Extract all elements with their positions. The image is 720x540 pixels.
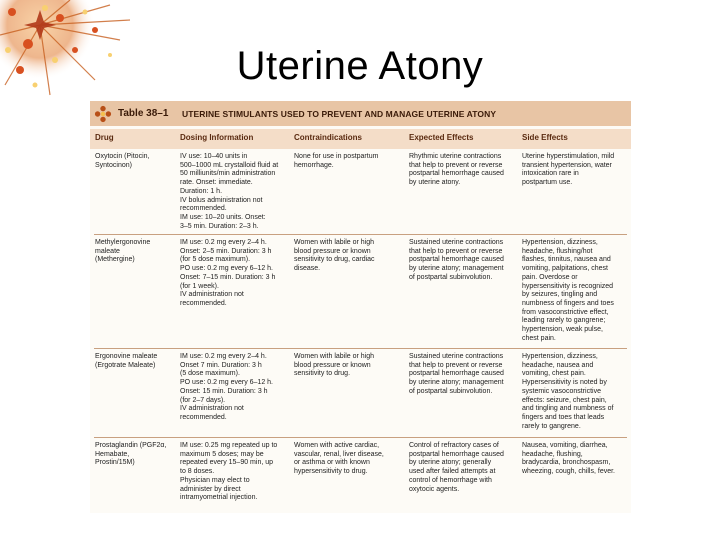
flower-icon bbox=[94, 105, 112, 123]
drug-table bbox=[90, 101, 631, 513]
row-divider bbox=[94, 234, 627, 235]
side-effects-cell: Uterine hyperstimulation, mild transient hypertension, water intoxication rare in postpartum use. bbox=[522, 153, 615, 187]
row-divider bbox=[94, 437, 627, 438]
contraindications-cell: Women with active cardiac, vascular, renal, liver disease, or asthma or with known hypersensitivity to drug. bbox=[294, 442, 384, 476]
column-header-row bbox=[90, 129, 631, 149]
contraindications-cell: Women with labile or high blood pressure or known sensitivity to drug, cardiac disease. bbox=[294, 239, 375, 273]
drug-cell: Oxytocin (Pitocin, Syntocinon) bbox=[95, 153, 150, 169]
table-header-band bbox=[90, 101, 631, 126]
slide-title: Uterine Atony bbox=[236, 44, 484, 88]
drug-cell: Prostaglandin (PGF2α, Hemabate, Prostin/15M) bbox=[95, 442, 167, 467]
dosing-cell: IM use: 0.25 mg repeated up to maximum 5 doses; may be repeated every 15–90 min, up to 8 doses. Physician may elect to administer by direct intramyometrial injection. bbox=[180, 442, 278, 502]
side-effects-cell: Hypertension, dizziness, headache, flushing/hot flashes, tinnitus, nausea and vomiting, palpitations, chest pain. Overdose or hypersensitivity is recognized by seizures, tingling and numbness of fingers and toes from vasoconstrictive effect, leading rarely to gangrene; hypertension, weak pulse, chest pain. bbox=[522, 239, 614, 342]
dosing-cell: IM use: 0.2 mg every 2–4 h. Onset: 2–5 min. Duration: 3 h (for 5 dose maximum). PO use: 0.2 mg every 6–12 h. Onset: 7–15 min. Duration: 3 h (for 1 week). IV administration not recommended. bbox=[180, 239, 276, 307]
dosing-cell: IV use: 10–40 units in 500–1000 mL crystalloid fluid at 50 milliunits/min administration rate. Onset: immediate. Duration: 1 h. IV bolus administration not recommended. IM use: 10–20 units. Onset: 3–5 min. Duration: 2–3 h. bbox=[180, 153, 279, 230]
contraindications-cell: None for use in postpartum hemorrhage. bbox=[294, 153, 379, 169]
expected-effects-cell: Sustained uterine contractions that help to prevent or reverse postpartal hemorrhage caused by uterine atony; management of postpartal subinvolution. bbox=[409, 239, 504, 281]
column-header-side-effects: Side Effects bbox=[522, 133, 568, 142]
column-header-expected-effects: Expected Effects bbox=[409, 133, 474, 142]
dosing-cell: IM use: 0.2 mg every 2–4 h. Onset 7 min. Duration: 3 h (5 dose maximum). PO use: 0.2 mg every 6–12 h. Onset: 15 min. Duration: 3 h (for 2–7 days). IV administration not recommended. bbox=[180, 353, 273, 421]
drug-cell: Methylergonovine maleate (Methergine) bbox=[95, 239, 151, 264]
column-header-drug: Drug bbox=[95, 133, 114, 142]
drug-cell: Ergonovine maleate (Ergotrate Maleate) bbox=[95, 353, 158, 369]
expected-effects-cell: Rhythmic uterine contractions that help to prevent or reverse postpartal hemorrhage caused by uterine atony. bbox=[409, 153, 504, 187]
table-title: UTERINE STIMULANTS USED TO PREVENT AND MANAGE UTERINE ATONY bbox=[182, 108, 497, 119]
column-header-contraindications: Contraindications bbox=[294, 133, 363, 142]
side-effects-cell: Nausea, vomiting, diarrhea, headache, flushing, bradycardia, bronchospasm, wheezing, cough, chills, fever. bbox=[522, 442, 615, 476]
column-header-dosing: Dosing Information bbox=[180, 133, 254, 142]
contraindications-cell: Women with labile or high blood pressure or known sensitivity to drug. bbox=[294, 353, 375, 378]
expected-effects-cell: Control of refractory cases of postpartal hemorrhage caused by uterine atony; generally used after failed attempts at control of hemorrhage with oxytocic agents. bbox=[409, 442, 504, 493]
table-number: Table 38–1 bbox=[118, 108, 169, 119]
row-divider bbox=[94, 348, 627, 349]
expected-effects-cell: Sustained uterine contractions that help to prevent or reverse postpartal hemorrhage caused by uterine atony; management of postpartal subinvolution. bbox=[409, 353, 504, 395]
side-effects-cell: Hypertension, dizziness, headache, nausea and vomiting, chest pain. Hypersensitivity is noted by systemic vasoconstrictive effects: seizure, chest pain, and tingling and numbness of fingers and toes that leads rarely to gangrene. bbox=[522, 353, 614, 430]
